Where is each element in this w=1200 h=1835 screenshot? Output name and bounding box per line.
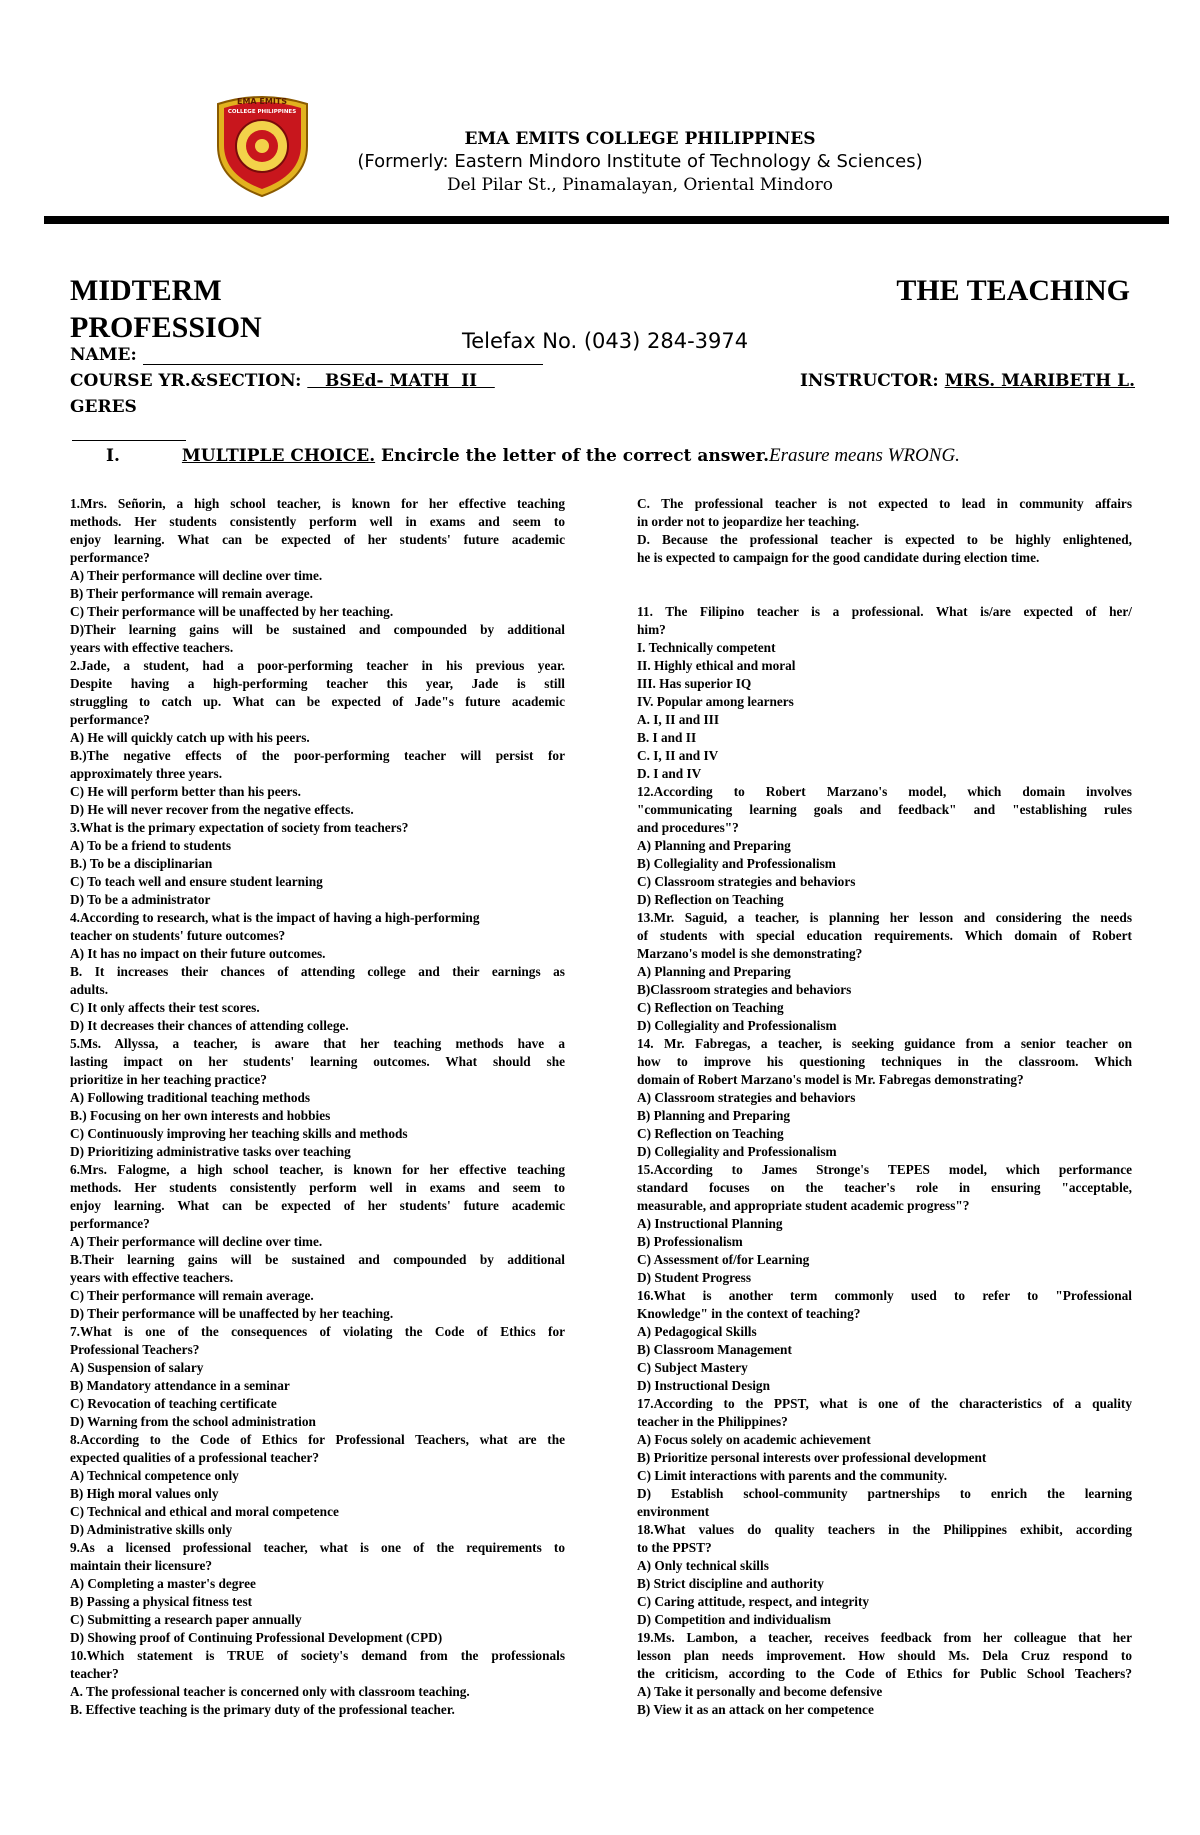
question-line: how to improve his questioning techniques in the classroom. Which	[637, 1054, 1132, 1069]
course-field	[70, 371, 495, 391]
question-line: 3.What is the primary expectation of society from teachers?	[70, 820, 409, 835]
question-line: D) Prioritizing administrative tasks over teaching	[70, 1144, 351, 1159]
question-line: Professional Teachers?	[70, 1342, 200, 1357]
exam-subject: THE TEACHING	[896, 274, 1130, 307]
section-erasure-note: Erasure means WRONG.	[769, 445, 960, 466]
instructor-label: INSTRUCTOR:	[799, 371, 939, 391]
question-line: teacher in the Philippines?	[637, 1414, 788, 1429]
question-line: B) Passing a physical fitness test	[70, 1594, 253, 1609]
question-line: C) Their performance will remain average.	[70, 1288, 314, 1303]
question-line: enjoy learning. What can be expected of her students' future academic	[70, 532, 565, 547]
name-blank[interactable]	[143, 346, 543, 365]
question-line: A) Completing a master's degree	[70, 1576, 256, 1591]
question-line: B. It increases their chances of attending college and their earnings as	[70, 964, 565, 979]
question-line: A) Pedagogical Skills	[637, 1324, 757, 1339]
question-line: 13.Mr. Saguid, a teacher, is planning her lesson and considering the needs	[637, 910, 1132, 925]
question-line: B) Mandatory attendance in a seminar	[70, 1378, 290, 1393]
question-line: methods. Her students consistently perform well in exams and seem to	[70, 1180, 565, 1195]
question-line: A) He will quickly catch up with his peers.	[70, 730, 310, 745]
question-line: III. Has superior IQ	[637, 676, 752, 691]
school-header	[300, 128, 980, 196]
question-line: C) Technical and ethical and moral competence	[70, 1504, 339, 1519]
question-line: B) High moral values only	[70, 1486, 219, 1501]
question-line: C) Submitting a research paper annually	[70, 1612, 302, 1627]
underline-rule	[72, 440, 186, 441]
section-title: MULTIPLE CHOICE.	[181, 446, 376, 466]
question-line: C) Revocation of teaching certificate	[70, 1396, 277, 1411]
question-line: to the PPST?	[637, 1540, 712, 1555]
question-line: D) Reflection on Teaching	[637, 892, 784, 907]
question-line: the criticism, according to the Code of Ethics for Public School Teachers?	[637, 1666, 1132, 1681]
question-line: D) Establish school-community partnerships to enrich the learning	[637, 1486, 1132, 1501]
question-line: D) Collegiality and Professionalism	[637, 1018, 837, 1033]
instructor-value-cont: GERES	[70, 397, 137, 417]
question-line: D) Showing proof of Continuing Professional Development (CPD)	[70, 1630, 443, 1645]
question-line: environment	[637, 1504, 710, 1519]
question-line: adults.	[70, 982, 109, 997]
question-line: 12.According to Robert Marzano's model, which domain involves	[637, 784, 1132, 799]
question-line: measurable, and appropriate student academic progress"?	[637, 1198, 970, 1213]
question-line: B) Planning and Preparing	[637, 1108, 791, 1123]
question-line: IV. Popular among learners	[637, 694, 794, 709]
question-line: C) To teach well and ensure student learning	[70, 874, 323, 889]
question-line: Knowledge" in the context of teaching?	[637, 1306, 861, 1321]
question-line: 14. Mr. Fabregas, a teacher, is seeking guidance from a senior teacher on	[637, 1036, 1132, 1051]
question-line: enjoy learning. What can be expected of her students' future academic	[70, 1198, 565, 1213]
question-line: standard focuses on the teacher's role in ensuring "acceptable,	[637, 1180, 1132, 1195]
question-line: D) Administrative skills only	[70, 1522, 233, 1537]
course-value: BSEd- MATH II	[307, 371, 495, 391]
question-line: performance?	[70, 1216, 150, 1231]
question-line: C) Continuously improving her teaching skills and methods	[70, 1126, 408, 1141]
question-line: A) Their performance will decline over time.	[70, 568, 323, 583]
question-line: performance?	[70, 712, 150, 727]
question-line: 5.Ms. Allyssa, a teacher, is aware that her teaching methods have a	[70, 1036, 565, 1051]
title-line-2: PROFESSION	[70, 311, 262, 344]
school-address: Del Pilar St., Pinamalayan, Oriental Mindoro	[446, 175, 834, 195]
question-line: A) Planning and Preparing	[637, 964, 791, 979]
question-line: approximately three years.	[70, 766, 223, 781]
question-line: B.Their learning gains will be sustained and compounded by additional	[70, 1252, 565, 1267]
school-name: EMA EMITS COLLEGE PHILIPPINES	[464, 129, 816, 149]
question-line: 8.According to the Code of Ethics for Professional Teachers, what are the	[70, 1432, 565, 1447]
question-line: D) To be a administrator	[70, 892, 211, 907]
question-line: A) Their performance will decline over time.	[70, 1234, 323, 1249]
instructor-field	[800, 371, 1135, 391]
question-line: A) Focus solely on academic achievement	[637, 1432, 871, 1447]
question-line: B) View it as an attack on her competence	[637, 1702, 874, 1717]
question-line: B. Effective teaching is the primary duty of the professional teacher.	[70, 1702, 455, 1717]
question-line: performance?	[70, 550, 150, 565]
question-line: C) Caring attitude, respect, and integrity	[637, 1594, 870, 1609]
question-line: C. The professional teacher is not expected to lead in community affairs	[637, 496, 1132, 511]
question-line: 16.What is another term commonly used to refer to "Professional	[637, 1288, 1132, 1303]
question-line: teacher on students' future outcomes?	[70, 928, 286, 943]
question-line: A) Planning and Preparing	[637, 838, 791, 853]
question-line: B) Collegiality and Professionalism	[637, 856, 836, 871]
question-line: B. I and II	[637, 730, 697, 745]
question-line: lasting impact on her students' learning outcomes. What should she	[70, 1054, 565, 1069]
question-line: D) Instructional Design	[637, 1378, 770, 1393]
question-line: 18.What values do quality teachers in the Philippines exhibit, according	[637, 1522, 1132, 1537]
question-line: C) Classroom strategies and behaviors	[637, 874, 856, 889]
question-line: 7.What is one of the consequences of violating the Code of Ethics for	[70, 1324, 565, 1339]
question-line: 9.As a licensed professional teacher, what is one of the requirements to	[70, 1540, 565, 1555]
question-line: C) Reflection on Teaching	[637, 1126, 784, 1141]
questions-left-column	[70, 495, 565, 1719]
question-line: A) Suspension of salary	[70, 1360, 204, 1375]
course-label: COURSE YR.&SECTION:	[70, 371, 302, 391]
question-line: C) Assessment of/for Learning	[637, 1252, 810, 1267]
question-line: him?	[637, 622, 666, 637]
svg-text:EMA EMITS: EMA EMITS	[236, 97, 288, 106]
question-line: struggling to catch up. What can be expected of Jade"s future academic	[70, 694, 565, 709]
question-line: B) Classroom Management	[637, 1342, 792, 1357]
question-line: B.) Focusing on her own interests and hobbies	[70, 1108, 331, 1123]
question-line: D)Their learning gains will be sustained and compounded by additional	[70, 622, 565, 637]
question-line: methods. Her students consistently perform well in exams and seem to	[70, 514, 565, 529]
question-line: A) Take it personally and become defensive	[637, 1684, 883, 1699]
question-line: B) Professionalism	[637, 1234, 743, 1249]
question-line: B.)The negative effects of the poor-performing teacher will persist for	[70, 748, 565, 763]
question-line: 4.According to research, what is the impact of having a high-performing	[70, 910, 480, 925]
school-formerly: (Formerly: Eastern Mindoro Institute of Technology & Sciences)	[357, 151, 923, 172]
question-line	[637, 567, 1132, 585]
question-line: years with effective teachers.	[70, 640, 234, 655]
question-line: A. The professional teacher is concerned only with classroom teaching.	[70, 1684, 470, 1699]
question-line: domain of Robert Marzano's model is Mr. Fabregas demonstrating?	[637, 1072, 1024, 1087]
question-line: D) Student Progress	[637, 1270, 752, 1285]
question-line: Marzano's model is she demonstrating?	[637, 946, 863, 961]
question-line: A. I, II and III	[637, 712, 720, 727]
question-line: B)Classroom strategies and behaviors	[637, 982, 852, 997]
question-line: A) Technical competence only	[70, 1468, 239, 1483]
question-line: A) It has no impact on their future outcomes.	[70, 946, 326, 961]
question-line: 1.Mrs. Señorin, a high school teacher, is known for her effective teaching	[70, 496, 565, 511]
question-line: B) Prioritize personal interests over professional development	[637, 1450, 987, 1465]
question-line: D) Their performance will be unaffected by her teaching.	[70, 1306, 394, 1321]
question-line: 2.Jade, a student, had a poor-performing teacher in his previous year.	[70, 658, 565, 673]
question-line: he is expected to campaign for the good candidate during election time.	[637, 550, 1040, 565]
question-line: C) Their performance will be unaffected by her teaching.	[70, 604, 394, 619]
svg-text:COLLEGE PHILIPPINES: COLLEGE PHILIPPINES	[227, 109, 297, 115]
question-line: I. Technically competent	[637, 640, 776, 655]
question-line	[637, 585, 1132, 603]
name-field	[70, 345, 543, 365]
question-line: D) Collegiality and Professionalism	[637, 1144, 837, 1159]
question-line: A) Instructional Planning	[637, 1216, 783, 1231]
question-line: D) Competition and individualism	[637, 1612, 831, 1627]
question-line: A) Classroom strategies and behaviors	[637, 1090, 856, 1105]
question-line: A) Only technical skills	[637, 1558, 769, 1573]
question-line: 15.According to James Stronge's TEPES model, which performance	[637, 1162, 1132, 1177]
question-line: C) He will perform better than his peers.	[70, 784, 301, 799]
question-line: 10.Which statement is TRUE of society's demand from the professionals	[70, 1648, 565, 1663]
question-line: A) To be a friend to students	[70, 838, 232, 853]
question-line: D. I and IV	[637, 766, 702, 781]
question-line: expected qualities of a professional teacher?	[70, 1450, 320, 1465]
exam-title	[70, 272, 262, 346]
section-instruction: Encircle the letter of the correct answer.	[375, 446, 770, 466]
question-line: Despite having a high-performing teacher this year, Jade is still	[70, 676, 565, 691]
question-line: C) Subject Mastery	[637, 1360, 748, 1375]
question-line: "communicating learning goals and feedback" and "establishing rules	[637, 802, 1132, 817]
question-line: 17.According to the PPST, what is one of the characteristics of a quality	[637, 1396, 1132, 1411]
question-line: 19.Ms. Lambon, a teacher, receives feedback from her colleague that her	[637, 1630, 1132, 1645]
question-line: B.) To be a disciplinarian	[70, 856, 213, 871]
header-divider	[44, 216, 1169, 224]
question-line: C) Limit interactions with parents and the community.	[637, 1468, 948, 1483]
question-line: II. Highly ethical and moral	[637, 658, 796, 673]
question-line: maintain their licensure?	[70, 1558, 213, 1573]
question-line: C) Reflection on Teaching	[637, 1000, 784, 1015]
question-line: D) He will never recover from the negative effects.	[70, 802, 354, 817]
question-line: teacher?	[70, 1666, 119, 1681]
question-line: in order not to jeopardize her teaching.	[637, 514, 860, 529]
telefax: Telefax No. (043) 284-3974	[462, 329, 749, 353]
question-line: C) It only affects their test scores.	[70, 1000, 260, 1015]
question-line: of students with special education requirements. Which domain of Robert	[637, 928, 1132, 943]
question-line: prioritize in her teaching practice?	[70, 1072, 267, 1087]
question-line: A) Following traditional teaching methods	[70, 1090, 311, 1105]
question-line: D) Warning from the school administration	[70, 1414, 316, 1429]
question-line: D. Because the professional teacher is expected to be highly enlightened,	[637, 532, 1132, 547]
title-line-1: MIDTERM	[70, 274, 222, 307]
question-line: 6.Mrs. Falogme, a high school teacher, is known for her effective teaching	[70, 1162, 565, 1177]
instructor-value: MRS. MARIBETH L.	[944, 371, 1135, 391]
question-line: 11. The Filipino teacher is a professional. What is/are expected of her/	[637, 604, 1132, 619]
name-label: NAME:	[70, 345, 137, 365]
question-line: D) It decreases their chances of attending college.	[70, 1018, 349, 1033]
question-line: years with effective teachers.	[70, 1270, 234, 1285]
question-line: B) Strict discipline and authority	[637, 1576, 824, 1591]
question-line: and procedures"?	[637, 820, 739, 835]
question-line: C. I, II and IV	[637, 748, 719, 763]
question-line: B) Their performance will remain average.	[70, 586, 313, 601]
question-line: lesson plan needs improvement. How should Ms. Dela Cruz respond to	[637, 1648, 1132, 1663]
section-number: I.	[106, 446, 120, 466]
section-heading	[106, 445, 960, 467]
questions-right-column	[637, 495, 1132, 1719]
